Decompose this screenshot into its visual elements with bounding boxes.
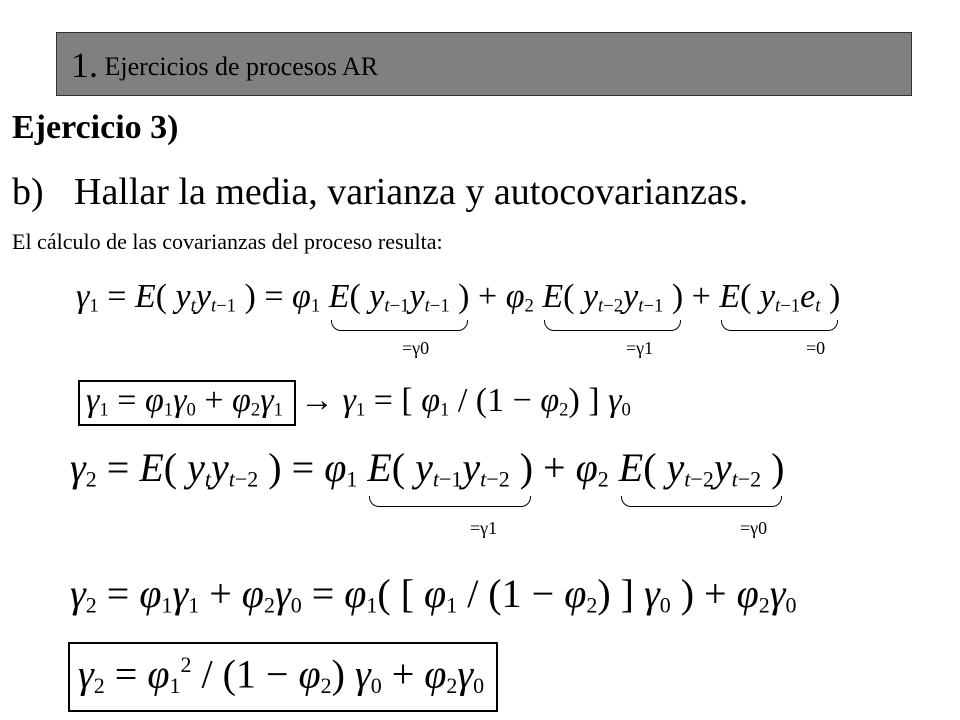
equation-gamma1-expansion: $\gamma_1 = E$( $y_ty_{t-1}$ ) = $\varphi_1$ E( $y_{t-1}y_{t-1}$ ) + $\varphi_2$ E( $y_{t-2}y_{t-1}$ ) + E( $y_{t-1}e_t$ ) <box>76 280 840 316</box>
brace-label-5: =γ0 <box>740 518 768 538</box>
brace-label-2: =γ1 <box>626 338 654 358</box>
brace-term-2: E( $y_{t-2}y_{t-1}$ ) <box>542 280 683 316</box>
brace-term-3: E( $y_{t-1}e_t$ ) <box>719 280 840 316</box>
equation-gamma1-solution: $\gamma_1 = \varphi_1\gamma_0 + \varphi_2\gamma_1 \to \gamma_1$ = [ $\varphi_1 / (1 - \varphi_2)$ ] $\gamma_0$ <box>86 382 631 421</box>
title-text: Ejercicios de procesos AR <box>104 52 379 81</box>
slide-title-bar <box>56 32 912 96</box>
item-text: Hallar la media, varianza y autocovarianzas. <box>74 171 749 213</box>
slide-title <box>71 45 378 87</box>
intro-text: El cálculo de las covarianzas del proceso resulta: <box>12 229 443 254</box>
brace-label-3: =0 <box>806 338 826 358</box>
brace-label-1: =γ0 <box>402 338 430 358</box>
brace-term-5: E( $y_{t-2}y_{t-2}$ ) <box>619 448 785 491</box>
brace-term-4: E( $y_{t-1}y_{t-2}$ ) <box>367 448 533 491</box>
equation-gamma2-expansion: $\gamma_2 = E$( $y_ty_{t-2}$ ) = $\varphi_1$ E( $y_{t-1}y_{t-2}$ ) + $\varphi_2$ E( $y_{t-2}y_{t-2}$ ) <box>70 448 784 491</box>
underbrace-5 <box>621 496 783 507</box>
exercise-item <box>12 164 748 220</box>
equation-gamma2-substitution: $\gamma_2 = \varphi_1\gamma_1 + \varphi_2\gamma_0 = \varphi_1$( [ $\varphi_1 / (1 - \varphi_2)$ ] $\gamma_0$ ) + $\varphi_2\gamma_0$ <box>70 571 797 618</box>
brace-label-4: =γ1 <box>470 518 498 538</box>
brace-term-1: E( $y_{t-1}y_{t-1}$ ) <box>329 280 470 316</box>
equation-gamma2-solution: $\gamma_2 = \varphi_1^2 / (1 - \varphi_2) \gamma_0 + \varphi_2\gamma_0$ <box>78 651 485 698</box>
underbrace-1 <box>331 320 468 331</box>
exercise-heading: Ejercicio 3) <box>12 109 179 146</box>
underbrace-4 <box>369 496 531 507</box>
underbrace-2 <box>544 320 681 331</box>
item-label: b) <box>12 171 44 213</box>
underbrace-3 <box>721 320 838 331</box>
title-number: 1. <box>71 45 98 85</box>
